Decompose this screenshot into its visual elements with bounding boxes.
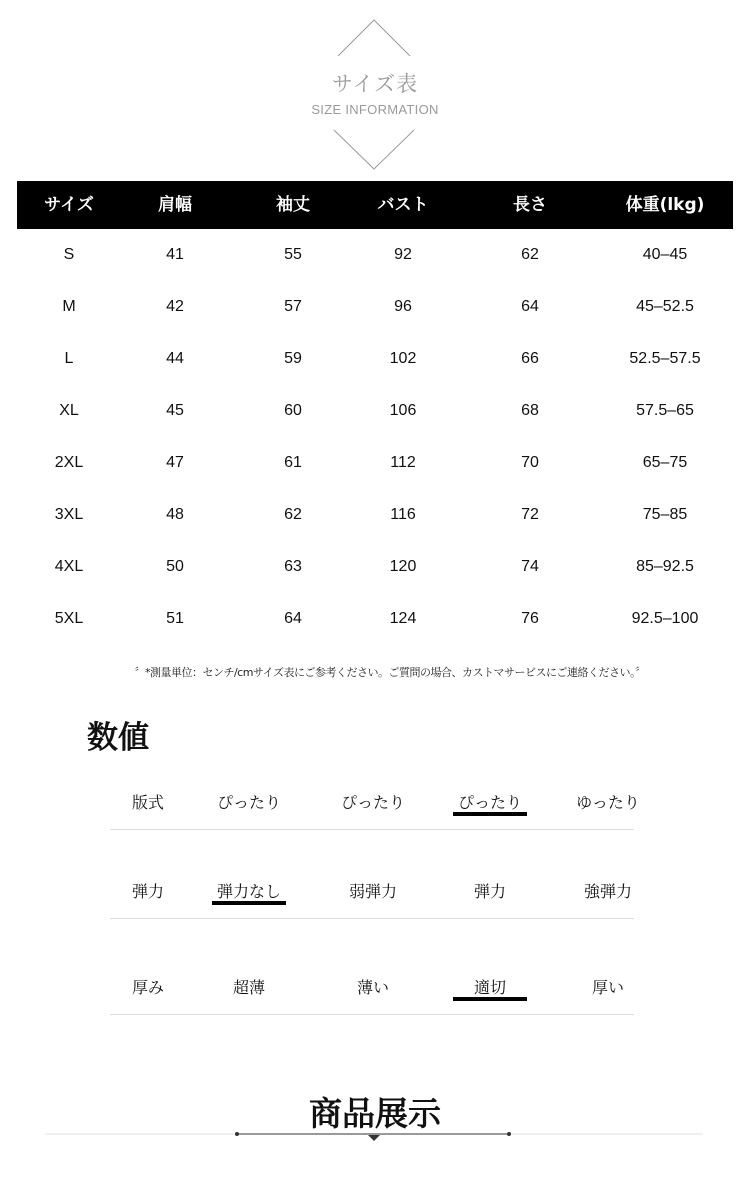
table-cell: 45 — [166, 402, 184, 419]
attribute-row — [110, 879, 634, 919]
table-cell: 51 — [166, 610, 184, 627]
size-table-title: サイズ表 — [331, 72, 419, 96]
table-row — [17, 281, 733, 333]
table-cell: 96 — [394, 298, 412, 315]
table-row — [17, 489, 733, 541]
table-cell: L — [64, 350, 74, 367]
table-cell: 102 — [389, 350, 417, 367]
arrow-down-icon — [368, 1135, 380, 1141]
attribute-option: ゆったり — [576, 793, 640, 812]
table-cell: 42 — [166, 298, 184, 315]
column-header: 袖丈 — [276, 195, 310, 215]
size-table-header — [17, 181, 733, 229]
column-header: 長さ — [513, 195, 547, 215]
table-cell: 61 — [284, 454, 302, 471]
attribute-row — [110, 975, 634, 1015]
divider — [110, 1014, 634, 1015]
column-header: サイズ — [44, 195, 94, 215]
table-cell: 59 — [284, 350, 302, 367]
table-cell: 70 — [521, 454, 539, 471]
table-cell: 112 — [390, 454, 416, 471]
divider — [110, 829, 634, 830]
table-cell: 64 — [521, 298, 539, 315]
column-header: バスト — [377, 195, 429, 215]
table-cell: 60 — [284, 402, 302, 419]
selected-indicator — [453, 997, 527, 1001]
column-header: 肩幅 — [158, 195, 192, 215]
divider — [110, 918, 634, 919]
table-cell: 47 — [166, 454, 184, 471]
column-header: 体重(lkg) — [625, 195, 705, 215]
attribute-option: ぴったり — [216, 793, 282, 812]
table-cell: 92 — [394, 246, 412, 263]
table-cell: 72 — [521, 506, 539, 523]
table-cell: M — [62, 298, 76, 315]
table-cell: 74 — [521, 558, 539, 575]
attribute-row — [110, 790, 640, 830]
table-cell: 66 — [521, 350, 539, 367]
table-cell: 64 — [284, 610, 302, 627]
attribute-option: 超薄 — [232, 978, 266, 997]
table-cell: 63 — [284, 558, 302, 575]
size-info-header — [0, 0, 750, 175]
table-cell: 4XL — [54, 558, 84, 575]
table-cell: 48 — [166, 506, 184, 523]
table-row — [17, 229, 733, 281]
table-cell: 75–85 — [642, 506, 688, 523]
attribute-option: 強弾力 — [583, 882, 633, 901]
table-cell: 124 — [389, 610, 417, 627]
attribute-option: 弱弾力 — [348, 882, 398, 901]
table-cell: 92.5–100 — [631, 610, 699, 627]
showcase-divider — [0, 1126, 750, 1146]
table-cell: 62 — [521, 246, 539, 263]
attribute-option: ぴったり — [340, 793, 406, 812]
table-cell: 45–52.5 — [636, 298, 694, 315]
attribute-label: 版式 — [131, 793, 165, 812]
table-cell: 106 — [389, 402, 417, 419]
attribute-option: 薄い — [356, 978, 390, 997]
table-cell: 5XL — [54, 610, 84, 627]
measurement-note: 〞*測量単位：センチ/cmサイズ表にご参考ください。ご質問の場合、カストマサービスにご連絡ください。〞 — [134, 666, 646, 679]
attribute-label: 弾力 — [131, 882, 165, 901]
selected-indicator — [453, 812, 527, 816]
table-cell: S — [63, 246, 75, 263]
table-row — [17, 333, 733, 385]
table-cell: 52.5–57.5 — [629, 350, 701, 367]
table-cell: 50 — [166, 558, 184, 575]
table-cell: 3XL — [54, 506, 84, 523]
table-cell: 57 — [284, 298, 302, 315]
table-row — [17, 541, 733, 593]
table-cell: 44 — [166, 350, 184, 367]
table-cell: 68 — [521, 402, 539, 419]
table-cell: 85–92.5 — [636, 558, 694, 575]
table-cell: 40–45 — [642, 246, 688, 263]
attribute-label: 厚み — [131, 978, 165, 997]
table-row — [17, 385, 733, 437]
size-table — [17, 181, 733, 645]
table-cell: 41 — [166, 246, 184, 263]
selected-indicator — [212, 901, 286, 905]
showcase-title: 商品展示 — [309, 1094, 441, 1133]
attribute-option: 適切 — [473, 978, 507, 997]
table-cell: 55 — [284, 246, 302, 263]
size-table-subtitle: SIZE INFORMATION — [311, 102, 439, 117]
attribute-option: 厚い — [591, 978, 625, 997]
attribute-option: ぴったり — [457, 793, 523, 812]
table-cell: 116 — [390, 506, 416, 523]
table-row — [17, 437, 733, 489]
attribute-option: 弾力なし — [216, 882, 282, 901]
size-table-body — [17, 229, 733, 645]
values-section-title: 数値 — [87, 720, 149, 756]
table-cell: XL — [59, 402, 79, 419]
table-cell: 2XL — [54, 454, 84, 471]
table-cell: 62 — [284, 506, 302, 523]
attribute-option: 弾力 — [473, 882, 507, 901]
table-cell: 65–75 — [642, 454, 688, 471]
table-row — [17, 593, 733, 645]
table-cell: 76 — [521, 610, 539, 627]
table-cell: 57.5–65 — [636, 402, 694, 419]
table-cell: 120 — [389, 558, 417, 575]
